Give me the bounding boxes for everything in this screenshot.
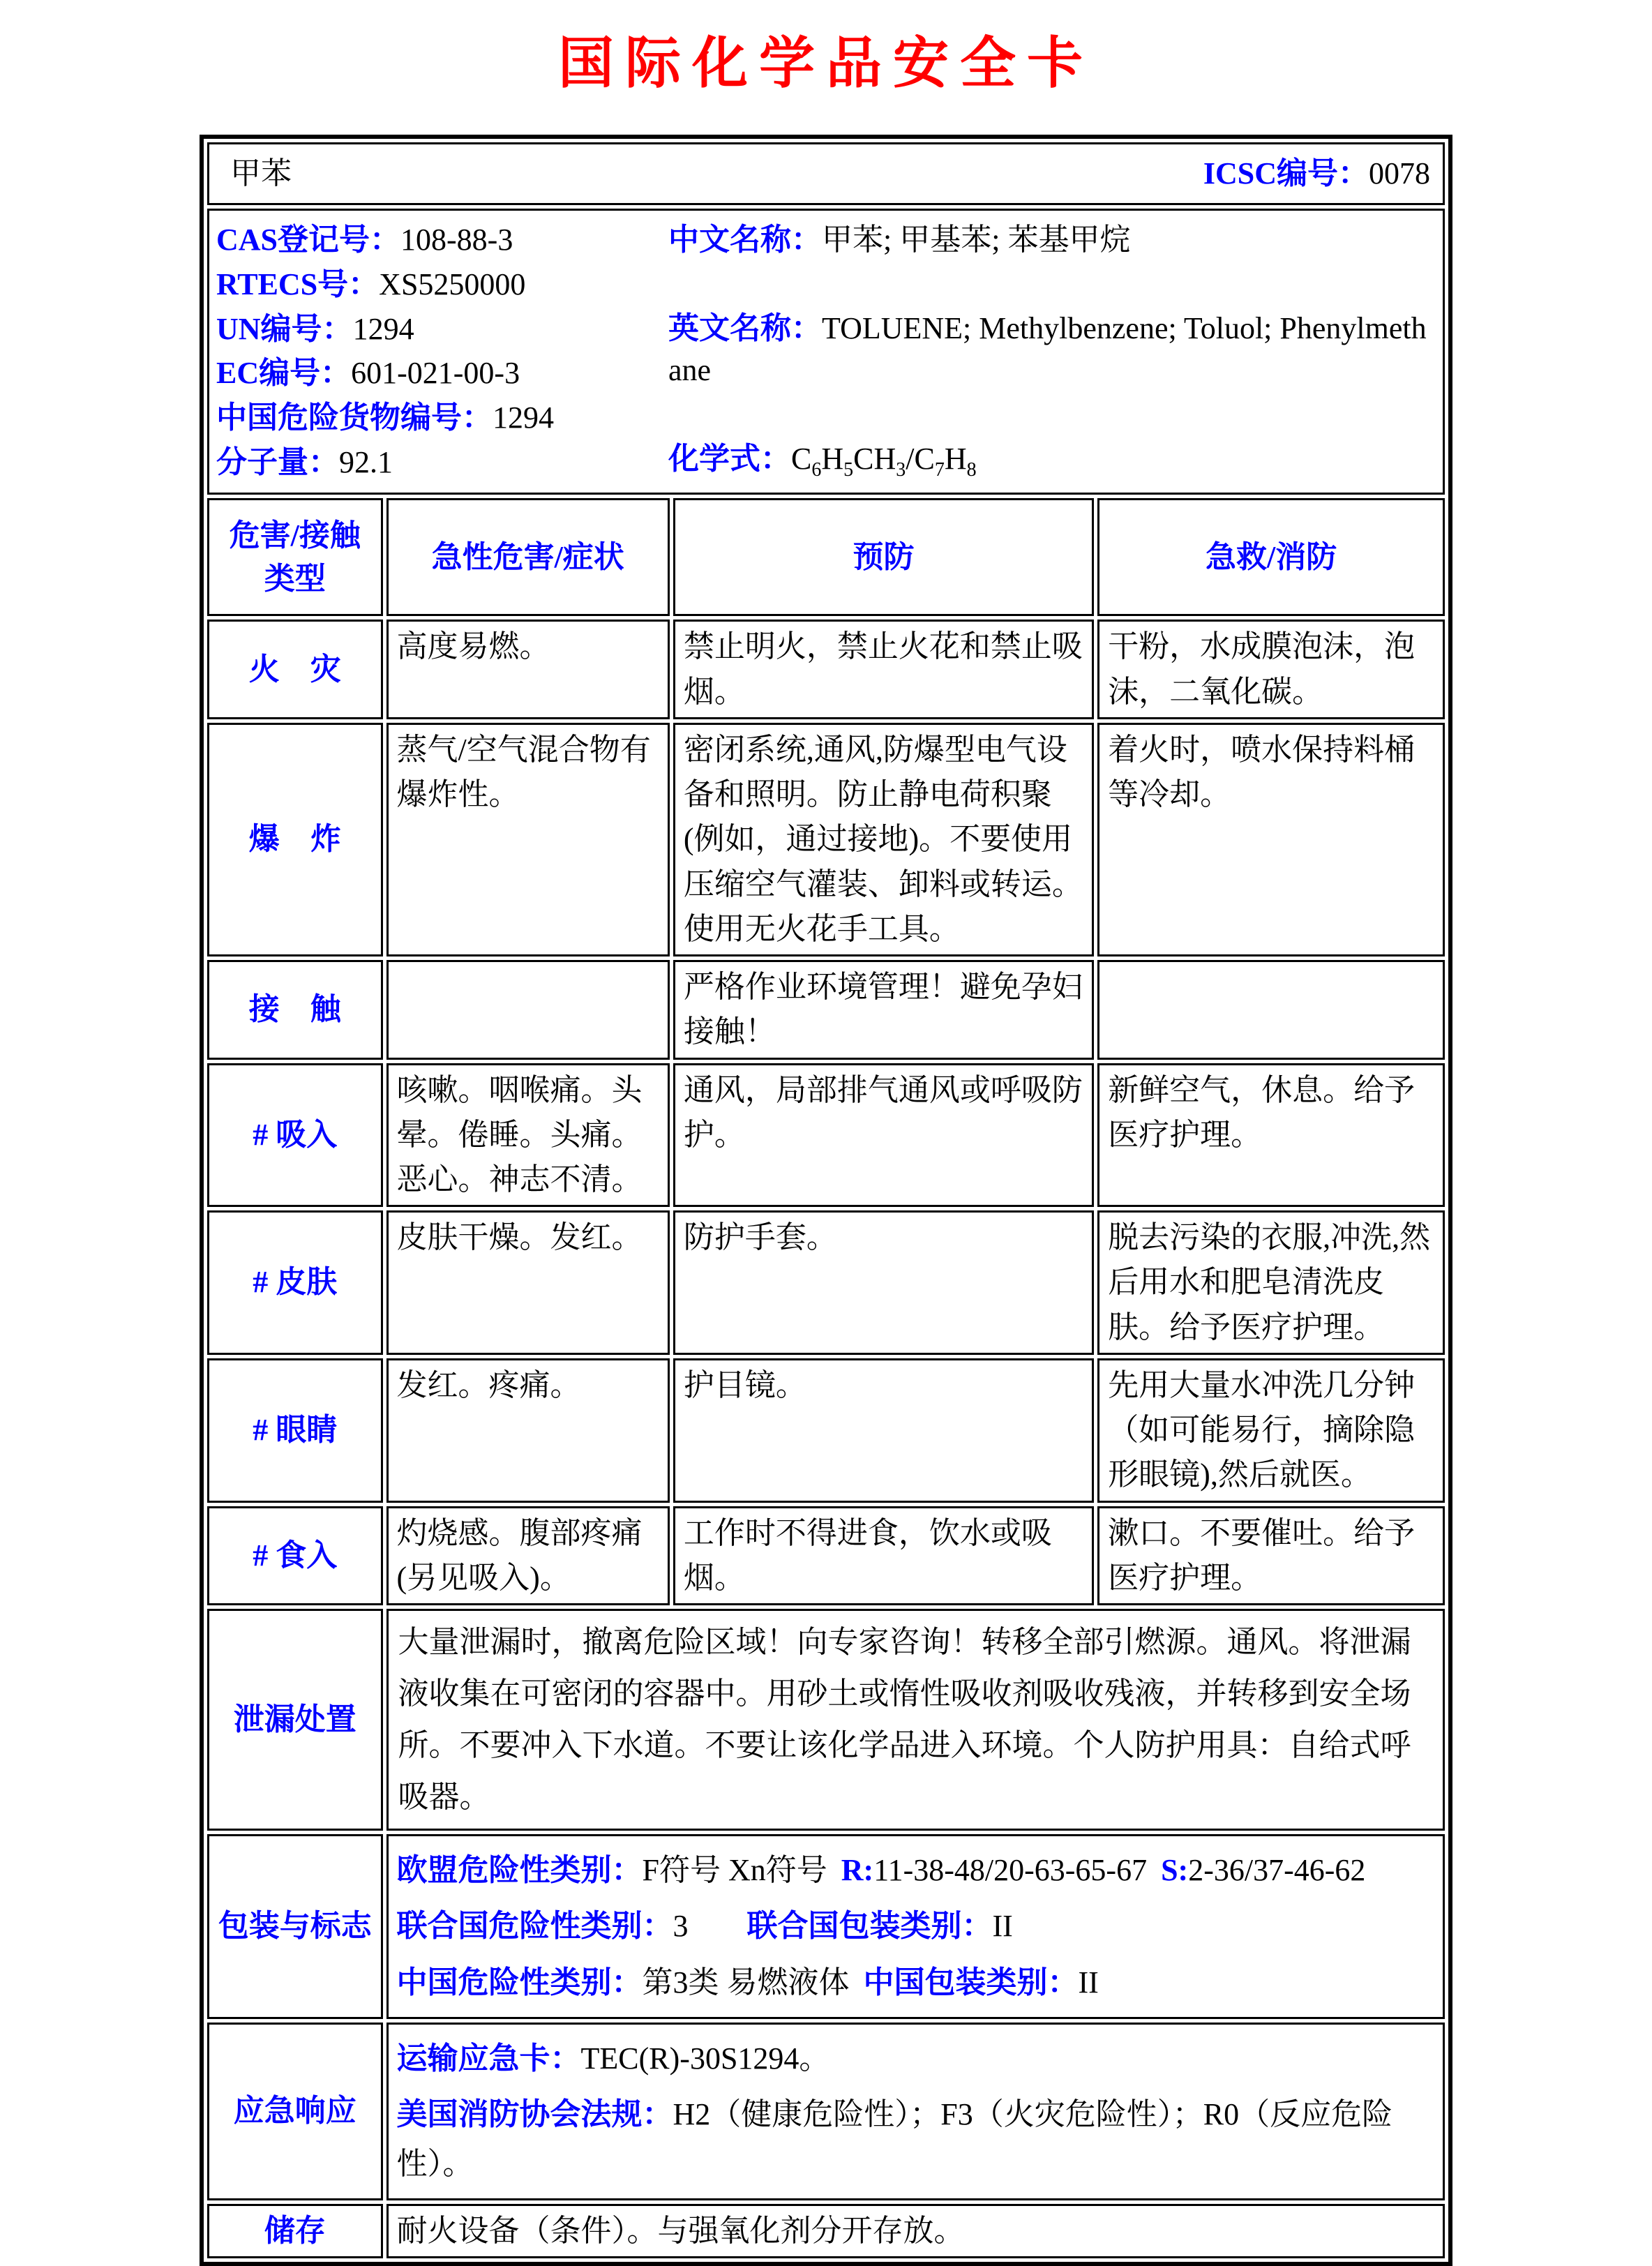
formula-line [668, 438, 1436, 483]
first-aid-cell [1097, 960, 1445, 1059]
prevention-cell: 禁止明火，禁止火花和禁止吸烟。 [673, 620, 1094, 719]
first-aid-cell: 先用大量水冲洗几分钟（如可能易行，摘除隐形眼镜),然后就医。 [1097, 1358, 1445, 1503]
s-phrases-value: 2-36/37-46-62 [1188, 1852, 1366, 1887]
icsc-card-table [200, 135, 1452, 2266]
spill-disposal-text: 大量泄漏时，撤离危险区域！向专家咨询！转移全部引燃源。通风。将泄漏液收集在可密闭的容器中。用砂土或惰性吸收剂吸收残液，并转移到安全场所。不要冲入下水道。不要让该化学品进入环境。个人防护用具：自给式呼吸器。 [386, 1609, 1445, 1831]
storage-text: 耐火设备（条件）。与强氧化剂分开存放。 [386, 2204, 1445, 2258]
nfpa-code-value: H2（健康危险性）；F3（火灾危险性）；R0（反应危险性）。 [396, 2097, 1393, 2181]
first-aid-cell: 着火时，喷水保持料桶等冷却。 [1097, 723, 1445, 956]
packaging-labelling-row [207, 1834, 1445, 2019]
hazard-type-cell: 爆 炸 [207, 723, 383, 956]
chinese-name-line [668, 219, 1436, 260]
packaging-labelling-cell [386, 1834, 1445, 2019]
storage-row [207, 2204, 1445, 2258]
prevention-cell: 防护手套。 [673, 1210, 1094, 1355]
china-hazard-class-value: 第3类 易燃液体 [642, 1965, 850, 1999]
chemical-name: 甲苯 [230, 156, 292, 190]
hazard-row-eyes [207, 1358, 1445, 1503]
s-phrases-label: S: [1161, 1852, 1189, 1887]
hazard-header-row [207, 498, 1445, 616]
prevention-cell: 密闭系统,通风,防爆型电气设备和照明。防止静电荷积聚(例如，通过接地)。不要使用压缩空气灌装、卸料或转运。使用无火花手工具。 [673, 723, 1094, 956]
english-name-label: 英文名称： [668, 311, 822, 346]
symptoms-cell: 蒸气/空气混合物有爆炸性。 [386, 723, 670, 956]
china-hazard-class-label: 中国危险性类别： [396, 1965, 643, 1999]
r-phrases-label: R: [841, 1852, 874, 1887]
transport-emergency-card-line [397, 2034, 1434, 2083]
china-dg-number-line [216, 397, 668, 438]
symptoms-cell: 灼烧感。腹部疼痛(另见吸入)。 [386, 1506, 670, 1605]
emergency-response-label: 应急响应 [207, 2023, 383, 2200]
column-header-prevention: 预防 [673, 498, 1094, 616]
un-packing-group-value: II [992, 1909, 1013, 1944]
transport-emergency-card-value: TEC(R)-30S1294。 [580, 2041, 830, 2076]
un-hazard-class-value: 3 [673, 1909, 689, 1944]
page-title: 国际化学品安全卡 [558, 33, 1094, 95]
symptoms-cell: 皮肤干燥。发红。 [386, 1210, 670, 1355]
cas-number-value: 108-88-3 [400, 223, 513, 257]
column-header-hazard-type: 危害/接触类型 [207, 498, 383, 616]
rtecs-number-label: RTECS号： [216, 267, 380, 301]
nfpa-code-line [397, 2090, 1434, 2189]
icsc-number [1203, 151, 1433, 196]
spill-disposal-label: 泄漏处置 [207, 1609, 383, 1831]
hazard-type-cell: # 吸入 [207, 1063, 383, 1208]
emergency-response-row [207, 2023, 1445, 2200]
china-dg-number-value: 1294 [493, 400, 554, 435]
prevention-cell: 严格作业环境管理！避免孕妇接触！ [673, 960, 1094, 1059]
english-name-value: TOLUENE; Methylbenzene; Toluol; Phenylmethane [668, 311, 1427, 387]
china-dg-number-label: 中国危险货物编号： [216, 400, 493, 435]
symptoms-cell: 发红。疼痛。 [386, 1358, 670, 1503]
hazard-type-cell: # 食入 [207, 1506, 383, 1605]
eu-hazard-class-value: F符号 Xn符号 [642, 1852, 827, 1887]
eu-hazard-class-label: 欧盟危险性类别： [396, 1852, 643, 1887]
first-aid-cell: 脱去污染的衣服,冲洗,然后用水和肥皂清洗皮肤。给予医疗护理。 [1097, 1210, 1445, 1355]
cas-number-label: CAS登记号： [216, 223, 401, 257]
r-phrases-value: 11-38-48/20-63-65-67 [873, 1852, 1148, 1887]
molecular-weight-line [216, 442, 668, 483]
identification-cell [207, 209, 1445, 495]
identification-row [207, 209, 1445, 495]
packaging-labelling-label: 包装与标志 [207, 1834, 383, 2019]
china-packing-group-label: 中国包装类别： [863, 1965, 1079, 1999]
english-name-line [668, 308, 1436, 391]
identifier-list [216, 219, 668, 483]
rtecs-number-value: XS5250000 [379, 267, 526, 301]
eu-hazard-class-line [397, 1846, 1434, 1895]
card-header-row [207, 142, 1445, 205]
nfpa-code-label: 美国消防协会法规： [396, 2097, 673, 2132]
symptoms-cell [386, 960, 670, 1059]
un-packing-group-label: 联合国包装类别： [746, 1909, 993, 1944]
storage-label: 储存 [207, 2204, 383, 2258]
spill-disposal-row [207, 1609, 1445, 1831]
prevention-cell: 护目镜。 [673, 1358, 1094, 1503]
un-class-line [397, 1902, 1434, 1951]
formula-value: $C_6H_5CH_3/C_7H_8$ [791, 441, 977, 481]
cas-number-line [216, 219, 668, 260]
hazard-type-cell: 火 灾 [207, 620, 383, 719]
icsc-number-value: 0078 [1369, 156, 1430, 190]
hazard-row-fire [207, 620, 1445, 719]
un-number-line [216, 308, 668, 350]
hazard-row-ingestion [207, 1506, 1445, 1605]
symptoms-cell: 高度易燃。 [386, 620, 670, 719]
china-packing-group-value: II [1078, 1965, 1099, 1999]
ec-number-line [216, 352, 668, 393]
prevention-cell: 通风，局部排气通风或呼吸防护。 [673, 1063, 1094, 1208]
molecular-weight-label: 分子量： [216, 444, 339, 479]
hazard-row-explosion [207, 723, 1445, 956]
column-header-first-aid: 急救/消防 [1097, 498, 1445, 616]
symptoms-cell: 咳嗽。咽喉痛。头晕。倦睡。头痛。恶心。神志不清。 [386, 1063, 670, 1208]
un-hazard-class-label: 联合国危险性类别： [396, 1909, 673, 1944]
hazard-row-skin [207, 1210, 1445, 1355]
column-header-symptoms: 急性危害/症状 [386, 498, 670, 616]
un-number-value: 1294 [352, 311, 414, 346]
hazard-type-cell: # 皮肤 [207, 1210, 383, 1355]
un-number-label: UN编号： [216, 311, 353, 346]
molecular-weight-value: 92.1 [339, 444, 393, 479]
first-aid-cell: 干粉，水成膜泡沫，泡沫，二氧化碳。 [1097, 620, 1445, 719]
name-list [668, 219, 1436, 483]
hazard-row-inhalation [207, 1063, 1445, 1208]
card-header-cell [207, 142, 1445, 205]
emergency-response-cell [386, 2023, 1445, 2200]
chinese-name-value: 甲苯; 甲基苯; 苯基甲烷 [822, 223, 1131, 257]
hazard-type-cell: # 眼睛 [207, 1358, 383, 1503]
hazard-type-cell: 接 触 [207, 960, 383, 1059]
ec-number-value: 601-021-00-3 [351, 356, 520, 391]
icsc-number-label: ICSC编号： [1203, 156, 1369, 190]
chinese-name-label: 中文名称： [668, 223, 822, 257]
ec-number-label: EC编号： [216, 356, 352, 391]
hazard-row-exposure [207, 960, 1445, 1059]
rtecs-number-line [216, 264, 668, 305]
formula-label: 化学式： [668, 441, 791, 476]
first-aid-cell: 漱口。不要催吐。给予医疗护理。 [1097, 1506, 1445, 1605]
transport-emergency-card-label: 运输应急卡： [396, 2041, 581, 2076]
prevention-cell: 工作时不得进食，饮水或吸烟。 [673, 1506, 1094, 1605]
china-class-line [397, 1958, 1434, 2007]
first-aid-cell: 新鲜空气，休息。给予医疗护理。 [1097, 1063, 1445, 1208]
